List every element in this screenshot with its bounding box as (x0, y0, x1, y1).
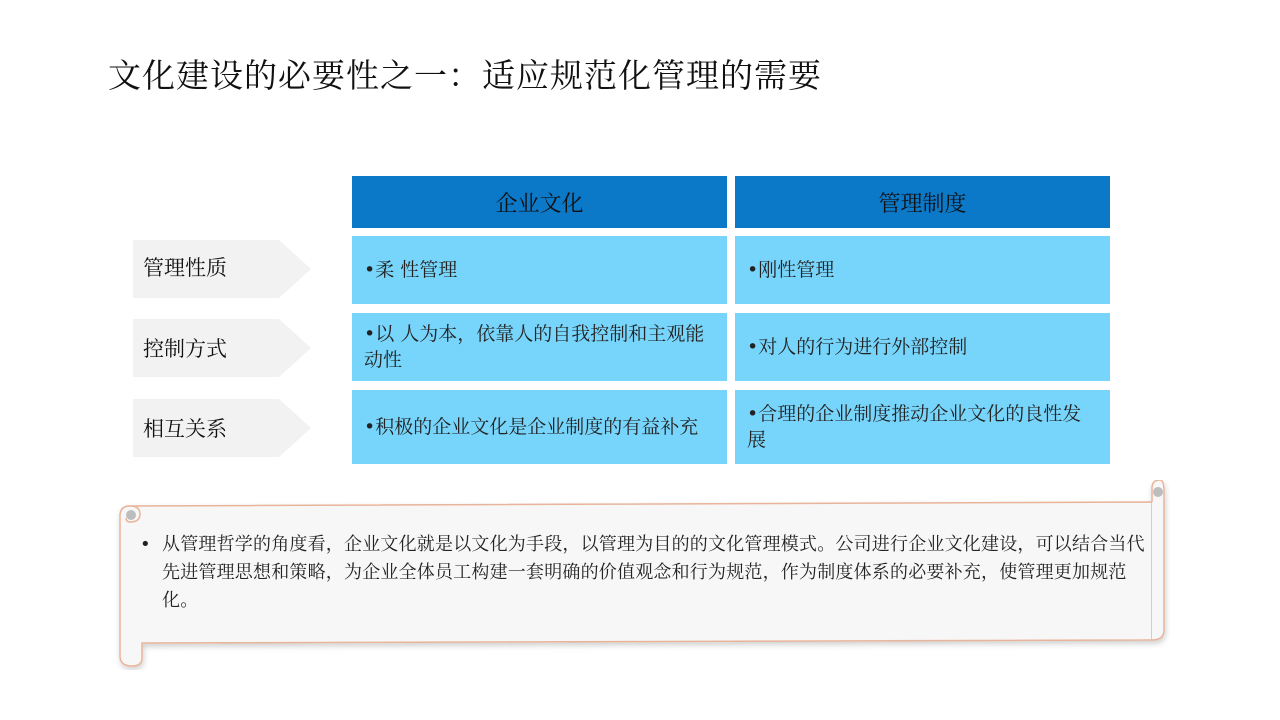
cell-culture-nature (352, 236, 727, 304)
row-label-relation: 相互关系 (143, 417, 227, 441)
cell-system-relation-text: •合理的企业制度推动企业文化的良性发展 (747, 403, 1082, 451)
slide-title: 文化建设的必要性之一：适应规范化管理的需要 (108, 56, 822, 95)
row-label-nature: 管理性质 (143, 256, 227, 280)
cell-culture-nature-text: •柔 性管理 (364, 259, 458, 281)
cell-system-control (735, 313, 1110, 381)
cell-system-control-text: •对人的行为进行外部控制 (747, 336, 968, 358)
row-label-control: 控制方式 (143, 337, 227, 361)
cell-culture-relation-text: •积极的企业文化是企业制度的有益补充 (364, 416, 699, 438)
cell-culture-control-text: •以 人为本，依靠人的自我控制和主观能动性 (364, 323, 705, 371)
cell-culture-control (352, 313, 727, 381)
note-bullet: • (140, 534, 151, 555)
note-text: 从管理哲学的角度看，企业文化就是以文化为手段，以管理为目的的文化管理模式。公司进行企业文化建设，可以结合当代先进管理思想和策略，为企业全体员工构建一套明确的价值观念和行为规范，作为制度体系的必要补充，使管理更加规范化。 (162, 534, 1145, 611)
cell-system-nature-text: •刚性管理 (747, 259, 835, 281)
cell-system-nature (735, 236, 1110, 304)
scroll-curl-left-icon (126, 510, 136, 520)
header-system: 管理制度 (735, 176, 1110, 228)
header-culture: 企业文化 (352, 176, 727, 228)
scroll-curl-right-icon (1153, 487, 1163, 497)
cell-system-relation (735, 390, 1110, 464)
cell-culture-relation (352, 390, 727, 464)
